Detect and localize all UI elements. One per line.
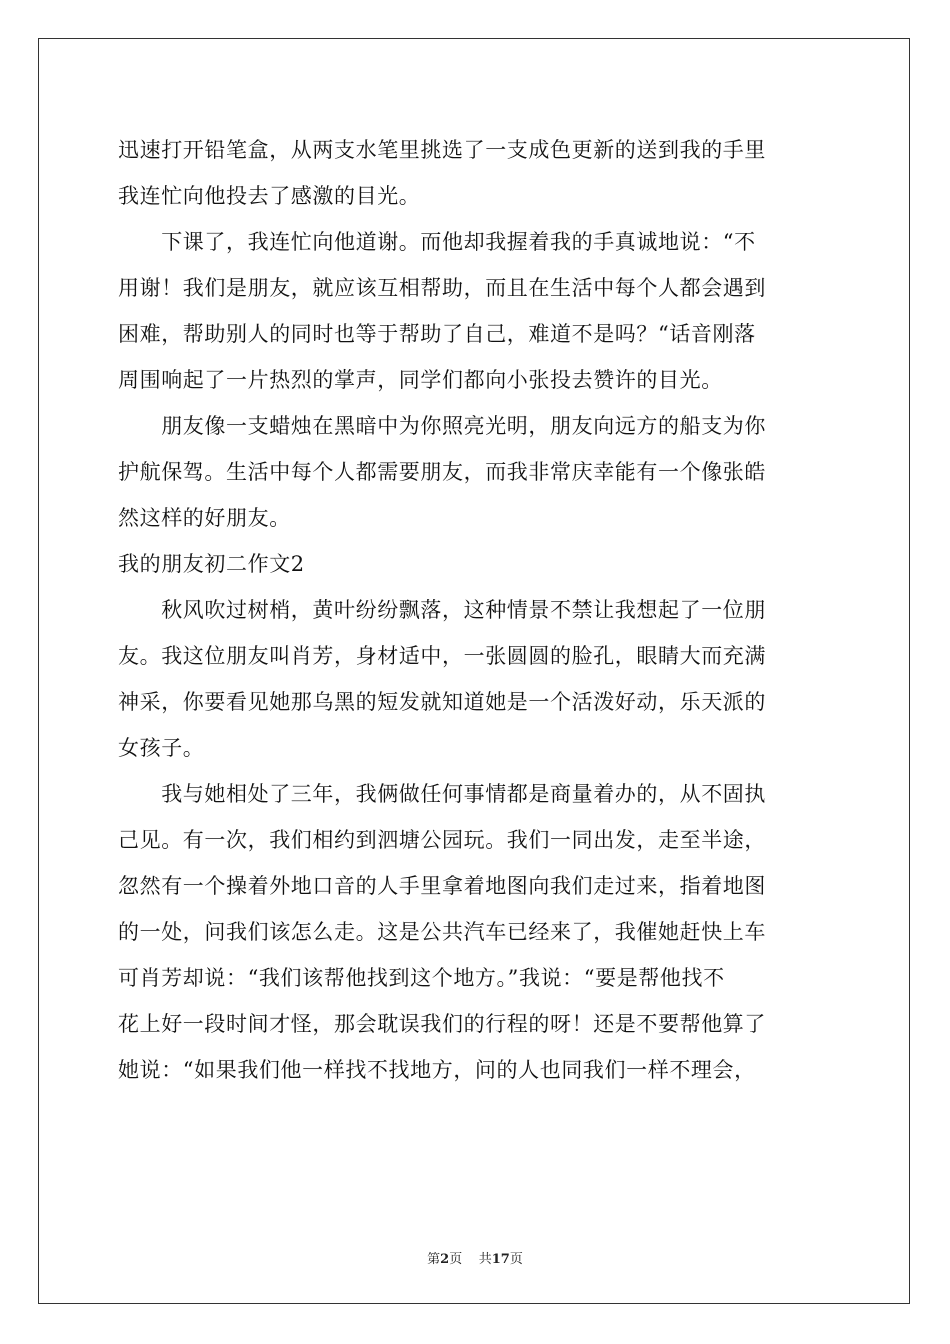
page-footer xyxy=(0,1248,950,1267)
section-heading: 我的朋友初二作文2 xyxy=(118,552,305,576)
text-line: 神采，你要看见她那乌黑的短发就知道她是一个活泼好动，乐天派的 xyxy=(118,690,766,714)
text-line: 我与她相处了三年，我俩做任何事情都是商量着办的，从不固执 xyxy=(118,782,766,806)
text-line: 花上好一段时间才怪，那会耽误我们的行程的呀！还是不要帮他算了 xyxy=(118,1012,766,1036)
text-line: 用谢！我们是朋友，就应该互相帮助，而且在生活中每个人都会遇到 xyxy=(118,276,766,300)
text-line: 己见。有一次，我们相约到泗塘公园玩。我们一同出发，走至半途， xyxy=(118,828,766,852)
document-body xyxy=(118,127,838,1093)
text-line: 可肖芳却说：“我们该帮他找到这个地方。”我说：“要是帮他找不 xyxy=(118,966,725,990)
text-line: 友。我这位朋友叫肖芳，身材适中，一张圆圆的脸孔，眼睛大而充满 xyxy=(118,644,766,668)
text-line: 护航保驾。生活中每个人都需要朋友，而我非常庆幸能有一个像张皓 xyxy=(118,460,766,484)
text-line: 的一处，问我们该怎么走。这是公共汽车已经来了，我催她赶快上车 xyxy=(118,920,766,944)
text-line: 忽然有一个操着外地口音的人手里拿着地图向我们走过来，指着地图 xyxy=(118,874,766,898)
text-line: 迅速打开铅笔盒，从两支水笔里挑选了一支成色更新的送到我的手里 xyxy=(118,138,766,162)
page-prefix: 第 xyxy=(427,1252,441,1267)
text-line: 困难，帮助别人的同时也等于帮助了自己，难道不是吗？“话音刚落 xyxy=(118,322,756,346)
total-pages: 17 xyxy=(491,1252,510,1267)
text-line: 然这样的好朋友。 xyxy=(118,506,291,530)
text-line: 下课了，我连忙向他道谢。而他却我握着我的手真诚地说：“不 xyxy=(118,230,756,254)
page-suffix: 页 xyxy=(449,1252,463,1267)
text-line: 我连忙向他投去了感激的目光。 xyxy=(118,184,421,208)
total-suffix: 页 xyxy=(509,1252,523,1267)
text-line: 秋风吹过树梢，黄叶纷纷飘落，这种情景不禁让我想起了一位朋 xyxy=(118,598,766,622)
page-number: 2 xyxy=(440,1252,450,1267)
text-line: 周围响起了一片热烈的掌声，同学们都向小张投去赞许的目光。 xyxy=(118,368,723,392)
total-prefix: 共 xyxy=(478,1252,492,1267)
text-line: 她说：“如果我们他一样找不找地方，问的人也同我们一样不理会， xyxy=(118,1058,756,1082)
text-line: 朋友像一支蜡烛在黑暗中为你照亮光明，朋友向远方的船支为你 xyxy=(118,414,766,438)
text-line: 女孩子。 xyxy=(118,736,205,760)
